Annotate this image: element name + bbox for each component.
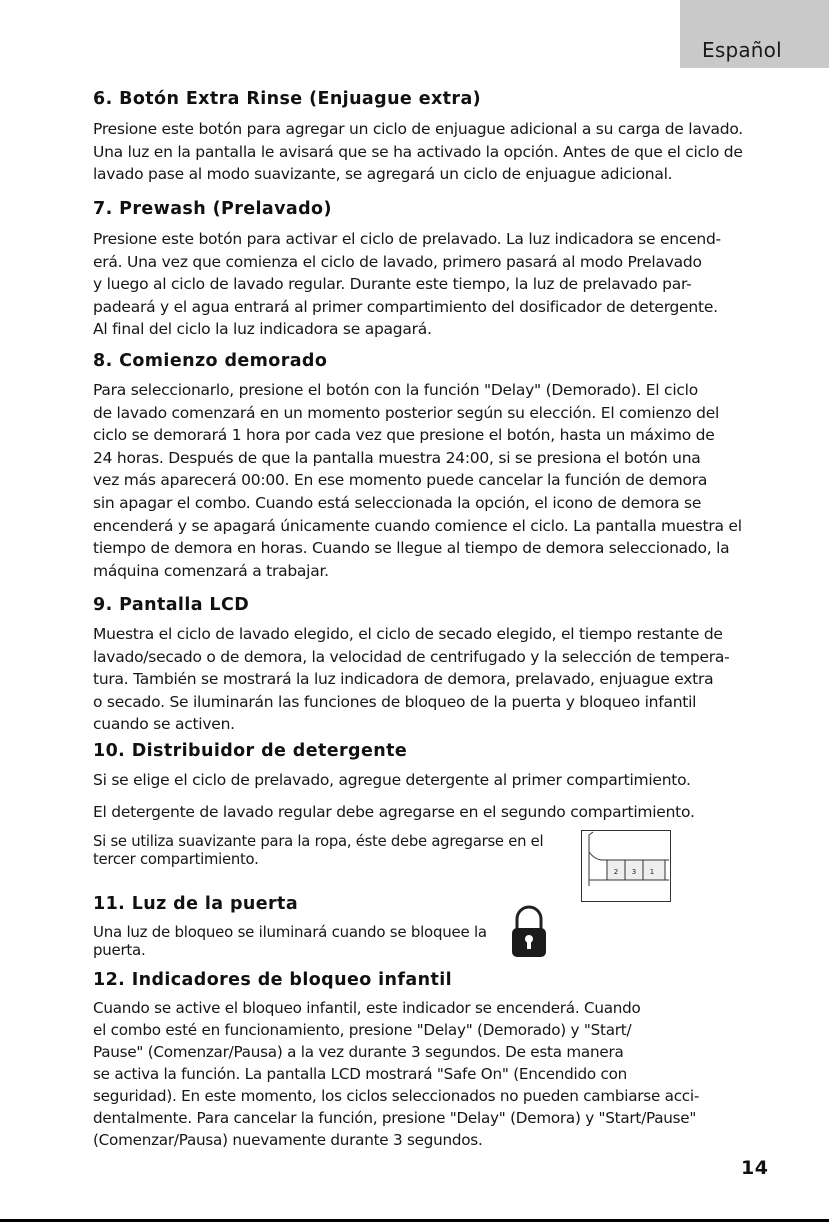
page-number: 14: [741, 1157, 769, 1179]
section-lcd-display: [93, 592, 730, 736]
section-prewash: [93, 196, 721, 341]
section-heading: 6. Botón Extra Rinse (Enjuague extra): [93, 89, 482, 109]
section-body: Presione este botón para activar el ciclo de prelavado. La luz indicadora se encend- erá. Una vez que comienza el ciclo de lavado, primero pasará al modo Prelavado y luego al ciclo de lavado regular. Durante este tiempo, la luz de prelavado par- padeará y el agua entrará al primer compartimiento del dosificador de detergente. Al final del ciclo la luz indicadora se apagará.: [93, 230, 721, 339]
bottom-rule: [0, 1219, 829, 1222]
section-heading: 12. Indicadores de bloqueo infantil: [93, 970, 453, 990]
section-heading: 8. Comienzo demorado: [93, 351, 328, 371]
section-delay-start: [93, 348, 742, 582]
section-heading: 7. Prewash (Prelavado): [93, 199, 332, 219]
section-door-light: [93, 891, 487, 959]
section-body: Una luz de bloqueo se iluminará cuando se bloquee la puerta.: [93, 923, 487, 959]
svg-text:3: 3: [631, 868, 637, 876]
svg-text:1: 1: [649, 868, 655, 876]
compartment-1: [643, 860, 665, 880]
detergent-dispenser-illustration: [581, 830, 671, 902]
section-body: Presione este botón para agregar un ciclo de enjuague adicional a su carga de lavado. Una luz en la pantalla le avisará que se ha activado la opción. Antes de que el ciclo de lavado pase al modo suavizante, se agregará un ciclo de enjuague adicional.: [93, 120, 743, 184]
section-body: Cuando se active el bloqueo infantil, este indicador se encenderá. Cuando el combo esté en funcionamiento, presione "Delay" (Demorado) y "Start/ Pause" (Comenzar/Pausa) a la vez durante 3 segundos. De esta manera se activa la función. La pantalla LCD mostrará "Safe On" (Encendido con seguridad). En este momento, los ciclos seleccionados no pueden cambiarse acci- dentalmente. Para cancelar la función, presione "Delay" (Demora) y "Start/Pause" (Comenzar/Pausa) nuevamente durante 3 segundos.: [93, 999, 700, 1149]
section-body: Si se elige el ciclo de prelavado, agregue detergente al primer compartimiento.: [93, 771, 691, 789]
section-heading: 9. Pantalla LCD: [93, 595, 250, 615]
section-body-2: El detergente de lavado regular debe agregarse en el segundo compartimiento.: [93, 802, 695, 821]
section-heading: 10. Distribuidor de detergente: [93, 741, 408, 761]
section-extra-rinse: [93, 86, 743, 186]
section-body: Muestra el ciclo de lavado elegido, el ciclo de secado elegido, el tiempo restante de lavado/secado o de demora, la velocidad de centrifugado y la selección de tempera- tura. También se mostrará la luz indicadora de demora, prelavado, enjuague extra o secado. Se iluminarán las funciones de bloqueo de la puerta y bloqueo infantil cuando se activen.: [93, 625, 730, 734]
padlock-icon: [508, 905, 550, 959]
section-body-3: Si se utiliza suavizante para la ropa, éste debe agregarse en el tercer compartimiento.: [93, 833, 544, 869]
language-tab: [680, 0, 829, 68]
section-body: Para seleccionarlo, presione el botón con la función "Delay" (Demorado). El ciclo de lavado comenzará en un momento posterior según su elección. El comienzo del ciclo se demorará 1 hora por cada vez que presione el botón, hasta un máximo de 24 horas. Después de que la pantalla muestra 24:00, si se presiona el botón una vez más aparecerá 00:00. En ese momento puede cancelar la función de demora sin apagar el combo. Cuando está seleccionada la opción, el icono de demora se encenderá y se apagará únicamente cuando comience el ciclo. La pantalla muestra el tiempo de demora en horas. Cuando se llegue al tiempo de demora seleccionado, la máquina comenzará a trabajar.: [93, 381, 742, 580]
compartment-2: [607, 860, 625, 880]
compartment-3: [625, 860, 643, 880]
language-label: Español: [702, 38, 782, 62]
section-child-lock: [93, 967, 699, 1151]
section-heading: 11. Luz de la puerta: [93, 894, 299, 914]
svg-text:2: 2: [613, 868, 619, 876]
